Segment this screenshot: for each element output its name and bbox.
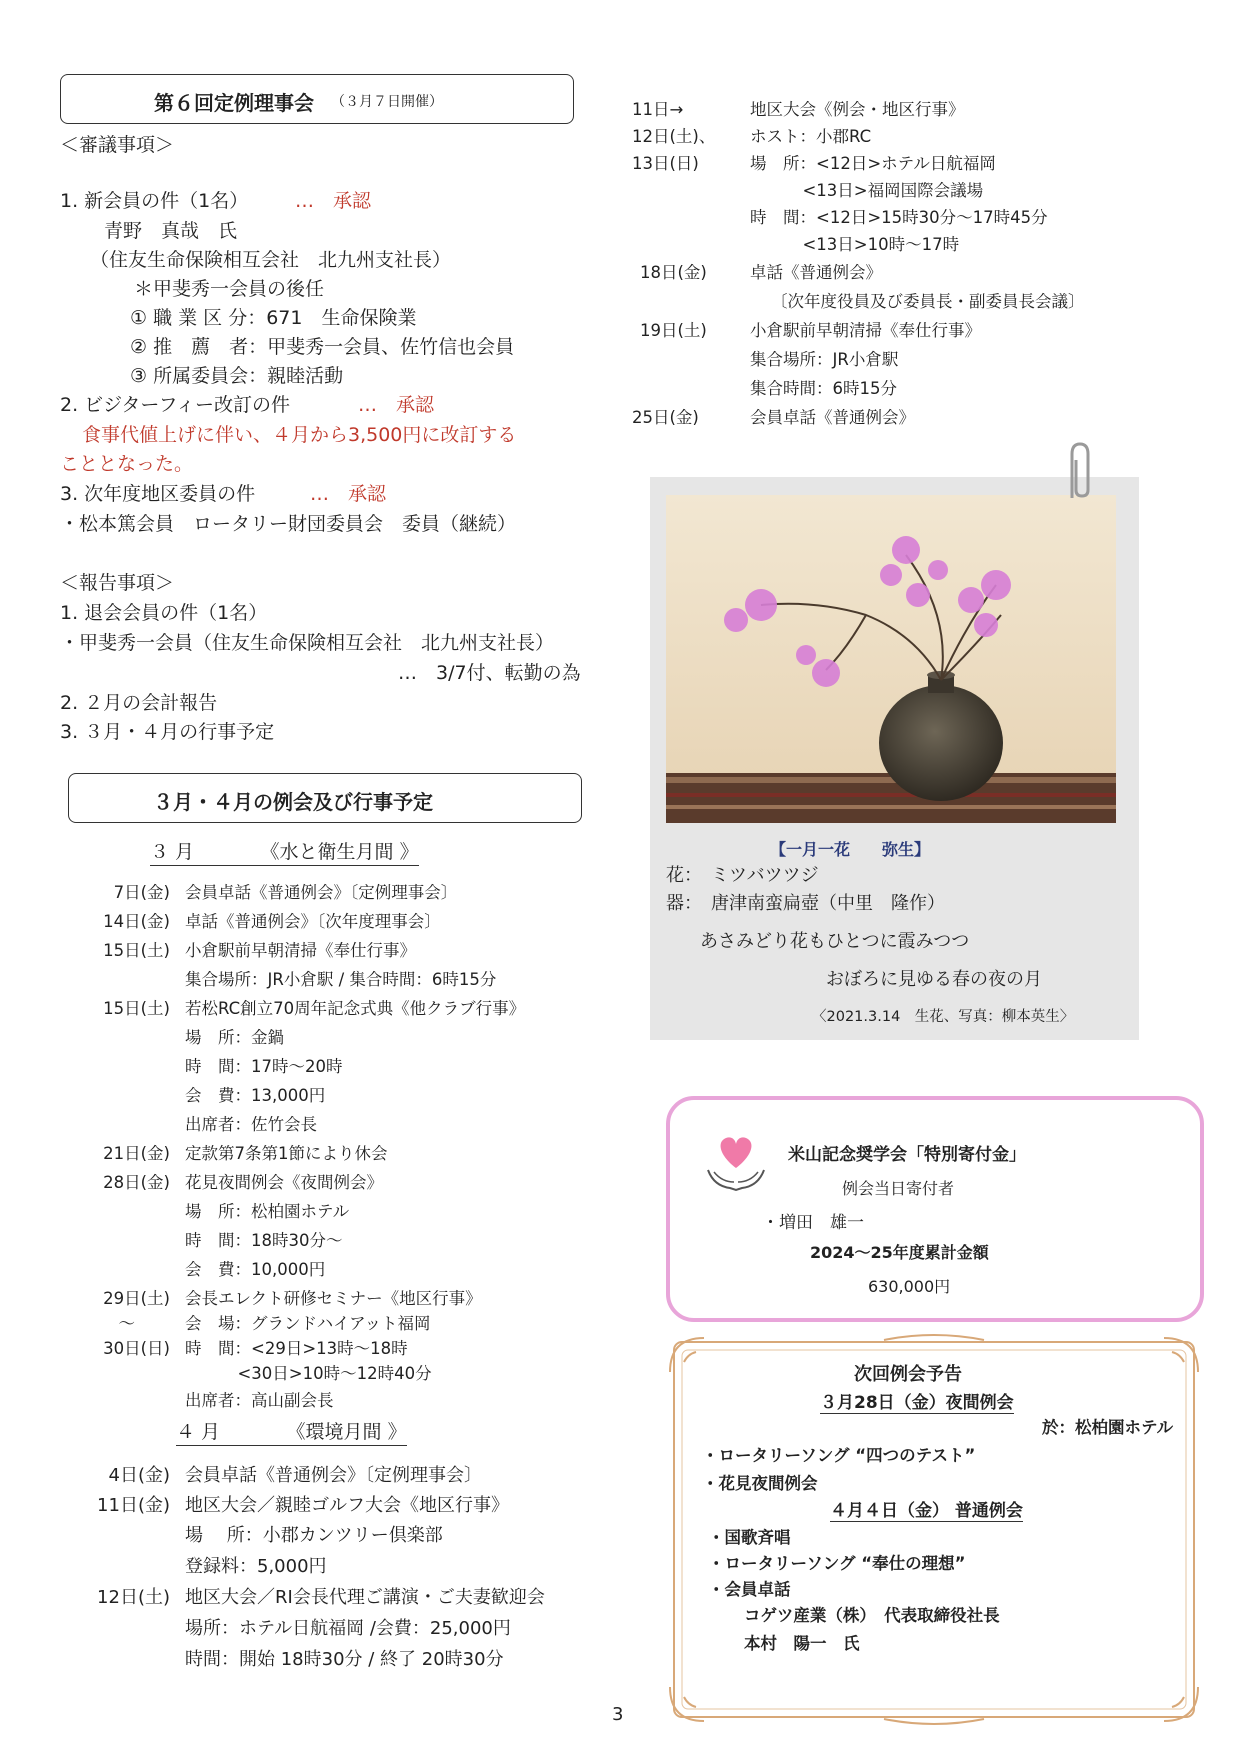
meeting-2-date: ４月４日（金） 普通例会 xyxy=(830,1496,1023,1522)
report-1-reason: … 3/7付、転勤の為 xyxy=(398,662,581,684)
april-heading: ４ 月 《環境月間 》 xyxy=(176,1417,407,1446)
donation-title: 米山記念奨学会「特別寄付金」 xyxy=(788,1145,1026,1165)
donation-box xyxy=(666,1096,1204,1322)
meeting-2-item: ・ロータリーソング “奉仕の理想” xyxy=(708,1554,966,1573)
schedule-title-box xyxy=(68,773,582,823)
item2-text-2: こととなった。 xyxy=(60,453,194,475)
item1-detail-2: ② 推 薦 者：甲斐秀一会員、佐竹信也会員 xyxy=(130,336,515,358)
donation-subtitle: 例会当日寄付者 xyxy=(842,1179,955,1198)
board-title: 第６回定例理事会 xyxy=(154,91,314,115)
donation-total-label: 2024〜25年度累計金額 xyxy=(810,1243,989,1262)
photo-credit: 〈2021.3.14 生花、写真：柳本英生〉 xyxy=(812,1009,1075,1025)
item1-company: （住友生命保険相互会社 北九州支社長） xyxy=(90,249,452,271)
poem-line-2: おぼろに見ゆる春の夜の月 xyxy=(826,969,1042,990)
item2-status: … 承認 xyxy=(358,394,435,416)
meeting-1-date: ３月28日（金）夜間例会 xyxy=(820,1388,1014,1414)
flower-vessel: 器： 唐津南蛮扁壺（中里 隆作） xyxy=(666,893,945,914)
item1-detail-1: ① 職 業 区 分：671 生命保険業 xyxy=(130,307,417,329)
next-meeting-title: 次回例会予告 xyxy=(854,1364,962,1385)
meeting-1-venue: 於：松柏園ホテル xyxy=(1042,1418,1174,1437)
deliberation-heading: ＜審議事項＞ xyxy=(60,134,175,156)
flower-caption: 【一月一花 弥生】 xyxy=(770,840,931,859)
item1-name: 青野 真哉 氏 xyxy=(104,220,238,242)
donor-name: ・増田 雄一 xyxy=(762,1213,864,1233)
page-number: 3 xyxy=(612,1704,624,1725)
poem-line-1: あさみどり花もひとつに霞みつつ xyxy=(700,931,970,952)
board-title-date: （３月７日開催） xyxy=(331,94,443,110)
report-heading: ＜報告事項＞ xyxy=(60,572,175,594)
item3-status: … 承認 xyxy=(310,483,387,505)
item2-label: 2. ビジターフィー改訂の件 xyxy=(60,394,290,416)
item3-text: ・松本篤会員 ロータリー財団委員会 委員（継続） xyxy=(60,513,517,535)
schedule-title: ３月・４月の例会及び行事予定 xyxy=(153,790,433,814)
meeting-2-item: ・会員卓話 xyxy=(708,1580,791,1599)
item1-label: 1. 新会員の件（1名） xyxy=(60,190,249,212)
meeting-1-item: ・花見夜間例会 xyxy=(702,1474,818,1493)
heart-hands-icon xyxy=(700,1130,772,1202)
report-1: 1. 退会会員の件（1名） xyxy=(60,602,268,624)
speaker-name: 本村 陽一 氏 xyxy=(744,1634,860,1653)
flower-photo-card xyxy=(650,477,1139,1040)
board-title-box xyxy=(60,74,574,124)
report-2: 2. ２月の会計報告 xyxy=(60,692,218,714)
item1-detail-3: ③ 所属委員会：親睦活動 xyxy=(130,365,344,387)
item1-status: … 承認 xyxy=(295,190,372,212)
flower-name: 花： ミツバツツジ xyxy=(666,865,819,886)
item1-note: ＊甲斐秀一会員の後任 xyxy=(134,278,325,300)
meeting-2-item: ・国歌斉唱 xyxy=(708,1528,791,1547)
next-meeting-notice xyxy=(664,1332,1204,1727)
flower-photo xyxy=(666,495,1116,823)
item3-label: 3. 次年度地区委員の件 xyxy=(60,483,256,505)
report-1-text: ・甲斐秀一会員（住友生命保険相互会社 北九州支社長） xyxy=(60,632,555,654)
march-heading: ３ 月 《水と衛生月間 》 xyxy=(150,837,419,866)
paperclip-icon xyxy=(1060,440,1096,504)
meeting-1-item: ・ロータリーソング “四つのテスト” xyxy=(702,1446,976,1465)
donation-total-value: 630,000円 xyxy=(868,1277,951,1296)
report-3: 3. ３月・４月の行事予定 xyxy=(60,721,275,743)
speaker-company: コゲツ産業（株） 代表取締役社長 xyxy=(744,1606,1000,1625)
item2-text-1: 食事代値上げに伴い、４月から3,500円に改訂する xyxy=(82,424,517,446)
